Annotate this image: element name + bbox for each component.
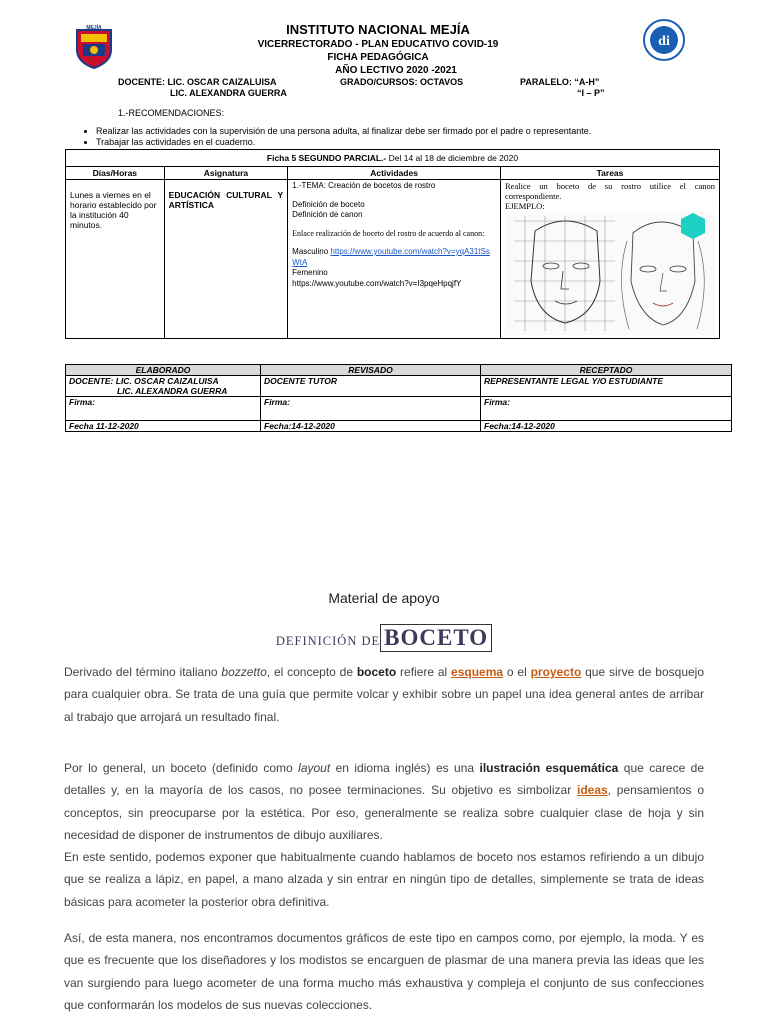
col-header: Tareas <box>501 167 720 180</box>
col-header: REVISADO <box>261 365 481 376</box>
p2-c: en idioma inglés) es una <box>330 761 480 775</box>
definition-big: BOCETO <box>380 624 492 652</box>
tareas-cell <box>501 180 720 339</box>
p1-g: o el <box>503 665 531 679</box>
act-masc <box>292 247 496 268</box>
esquema-link[interactable]: esquema <box>451 665 504 679</box>
fecha-cell: Fecha:14-12-2020 <box>261 421 481 432</box>
p1-d: boceto <box>356 665 397 679</box>
institute-name: INSTITUTO NACIONAL MEJÍA <box>286 22 470 37</box>
firma-cell: Firma: <box>261 397 481 421</box>
col-header: Días/Horas <box>66 167 165 180</box>
docente-line: DOCENTE: LIC. OSCAR CAIZALUISA <box>118 77 277 87</box>
elaborado-name-2: LIC. ALEXANDRA GUERRA <box>117 386 228 396</box>
firma-cell: Firma: <box>66 397 261 421</box>
asignatura-cell: EDUCACIÓN CULTURAL Y ARTÍSTICA <box>164 180 288 339</box>
act-enlace: Enlace realización de boceto del rostro de acuerdo al canon: <box>292 228 485 238</box>
p2-g: , pensamientos o conceptos, sin preocuparse por la estética. Por eso, generalmente se realiza sobre cualquier clase de hoja y sin necesidad de disponer de instrumentos de dibujo auxiliares. <box>64 783 704 842</box>
definition-small: DEFINICIÓN DE <box>275 634 381 648</box>
paralelo-line: PARALELO: “A-H” <box>520 77 600 87</box>
act-def2: Definición de canon <box>292 210 363 219</box>
tarea-ejemplo: EJEMPLO: <box>505 201 545 211</box>
act-def1: Definición de boceto <box>292 199 365 209</box>
ficha-table-title <box>66 150 720 167</box>
paragraph-4: Así, de esta manera, nos encontramos documentos gráficos de este tipo en campos como, por ejemplo, la moda. Y es que es frecuente que los diseñadores y los modistos se encarguen de plasmar de una manera previa las ideas que les van surgiendo para luego acometer de una forma mucho más exhaustiva y compleja el conjunto de sus confecciones que conformarán los modelos de sus nuevas colecciones. <box>64 931 704 1012</box>
logo-text: MEJÍA <box>86 25 102 31</box>
elaborado-name: DOCENTE: LIC. OSCAR CAIZALUISA <box>69 376 219 386</box>
ficha-line: FICHA PEDAGÓGICA <box>327 52 429 63</box>
femenino-link[interactable]: https://www.youtube.com/watch?v=I3pqeHpqjfY <box>292 278 462 288</box>
p2-b: layout <box>298 761 331 775</box>
masculino-link[interactable]: https://www.youtube.com/watch?v=yqA31tSsWtA <box>292 247 490 267</box>
masc-label: Masculino <box>292 247 331 256</box>
p2-e: que carece de detalles y, en la mayoría de los casos, no posee terminaciones. Su objetivo es simbolizar <box>64 761 705 798</box>
act-fem-label: Femenino <box>292 268 328 277</box>
col-header: ELABORADO <box>66 365 261 376</box>
paralelo-line-2: “I – P” <box>577 88 605 98</box>
support-title: Material de apoyo <box>328 590 440 606</box>
p1-b: bozzetto <box>221 665 267 679</box>
firma-cell: Firma: <box>481 397 732 421</box>
paragraph-1 <box>64 661 704 728</box>
recomendaciones-list <box>80 126 591 148</box>
list-item: • Trabajar las actividades en el cuaderno. <box>96 137 591 148</box>
face-canon-sketch <box>505 211 715 337</box>
act-tema: 1.-TEMA: Creación de bocetos de rostro <box>292 181 436 190</box>
grado-line: GRADO/CURSOS: OCTAVOS <box>340 77 464 87</box>
proyecto-link[interactable]: proyecto <box>530 665 582 679</box>
vicerrectorado-line: VICERRECTORADO - PLAN EDUCATIVO COVID-19 <box>257 39 499 50</box>
p1-i: que sirve de bosquejo para cualquier obra. Se trata de una guía que permite volcar y exhibir sobre un papel una idea general antes de arribar al trabajo que arrojará un resultado final. <box>64 665 705 724</box>
revisado-cell: DOCENTE TUTOR <box>261 376 481 397</box>
fecha-cell: Fecha 11-12-2020 <box>66 421 261 432</box>
paragraph-2 <box>64 757 704 846</box>
p1-e: refiere al <box>396 665 452 679</box>
recomendaciones-title-text: 1.-RECOMENDACIONES: <box>118 108 225 118</box>
ideas-link[interactable]: ideas <box>576 783 608 798</box>
p2-d: ilustración esquemática <box>479 761 619 775</box>
receptado-cell: REPRESENTANTE LEGAL Y/O ESTUDIANTE <box>481 376 732 397</box>
p2-a: Por lo general, un boceto (definido como <box>64 761 299 775</box>
ficha-table <box>65 149 720 339</box>
signature-table <box>65 364 732 432</box>
p1-a: Derivado del término italiano <box>64 665 222 679</box>
ficha-title-dates: Del 14 al 18 de diciembre de 2020 <box>388 153 519 163</box>
docente-line-2: LIC. ALEXANDRA GUERRA <box>170 88 287 98</box>
tarea-text: Realice un boceto de su rostro utilice el canon correspondiente. <box>505 181 715 201</box>
col-header: Actividades <box>288 167 501 180</box>
actividades-cell <box>288 180 501 339</box>
fecha-cell: Fecha:14-12-2020 <box>481 421 732 432</box>
p1-c: , el concepto de <box>266 665 357 679</box>
list-item: • Realizar las actividades con la supervisión de una persona adulta, al finalizar debe ser firmado por el padre o representante. <box>96 126 591 137</box>
col-header: RECEPTADO <box>481 365 732 376</box>
paragraph-3: En este sentido, podemos exponer que habitualmente cuando hablamos de boceto nos estamos refiriendo a un dibujo que se realiza a lápiz, en papel, a mano alzada y sin entrar en ningún tipo de detalles, simplemente se trata de ideas básicas para acometer la posterior obra definitiva. <box>64 850 704 909</box>
anio-line: AÑO LECTIVO 2020 -2021 <box>335 65 457 76</box>
elaborado-cell <box>66 376 261 397</box>
ficha-title-bold: Ficha 5 SEGUNDO PARCIAL.- <box>266 153 387 163</box>
recomendaciones-title <box>118 108 224 118</box>
col-header: Asignatura <box>164 167 288 180</box>
definition-heading <box>0 624 768 652</box>
logo-right-text: di <box>658 34 670 49</box>
dias-cell: Lunes a viernes en el horario establecido por la institución 40 minutos. <box>66 180 165 339</box>
